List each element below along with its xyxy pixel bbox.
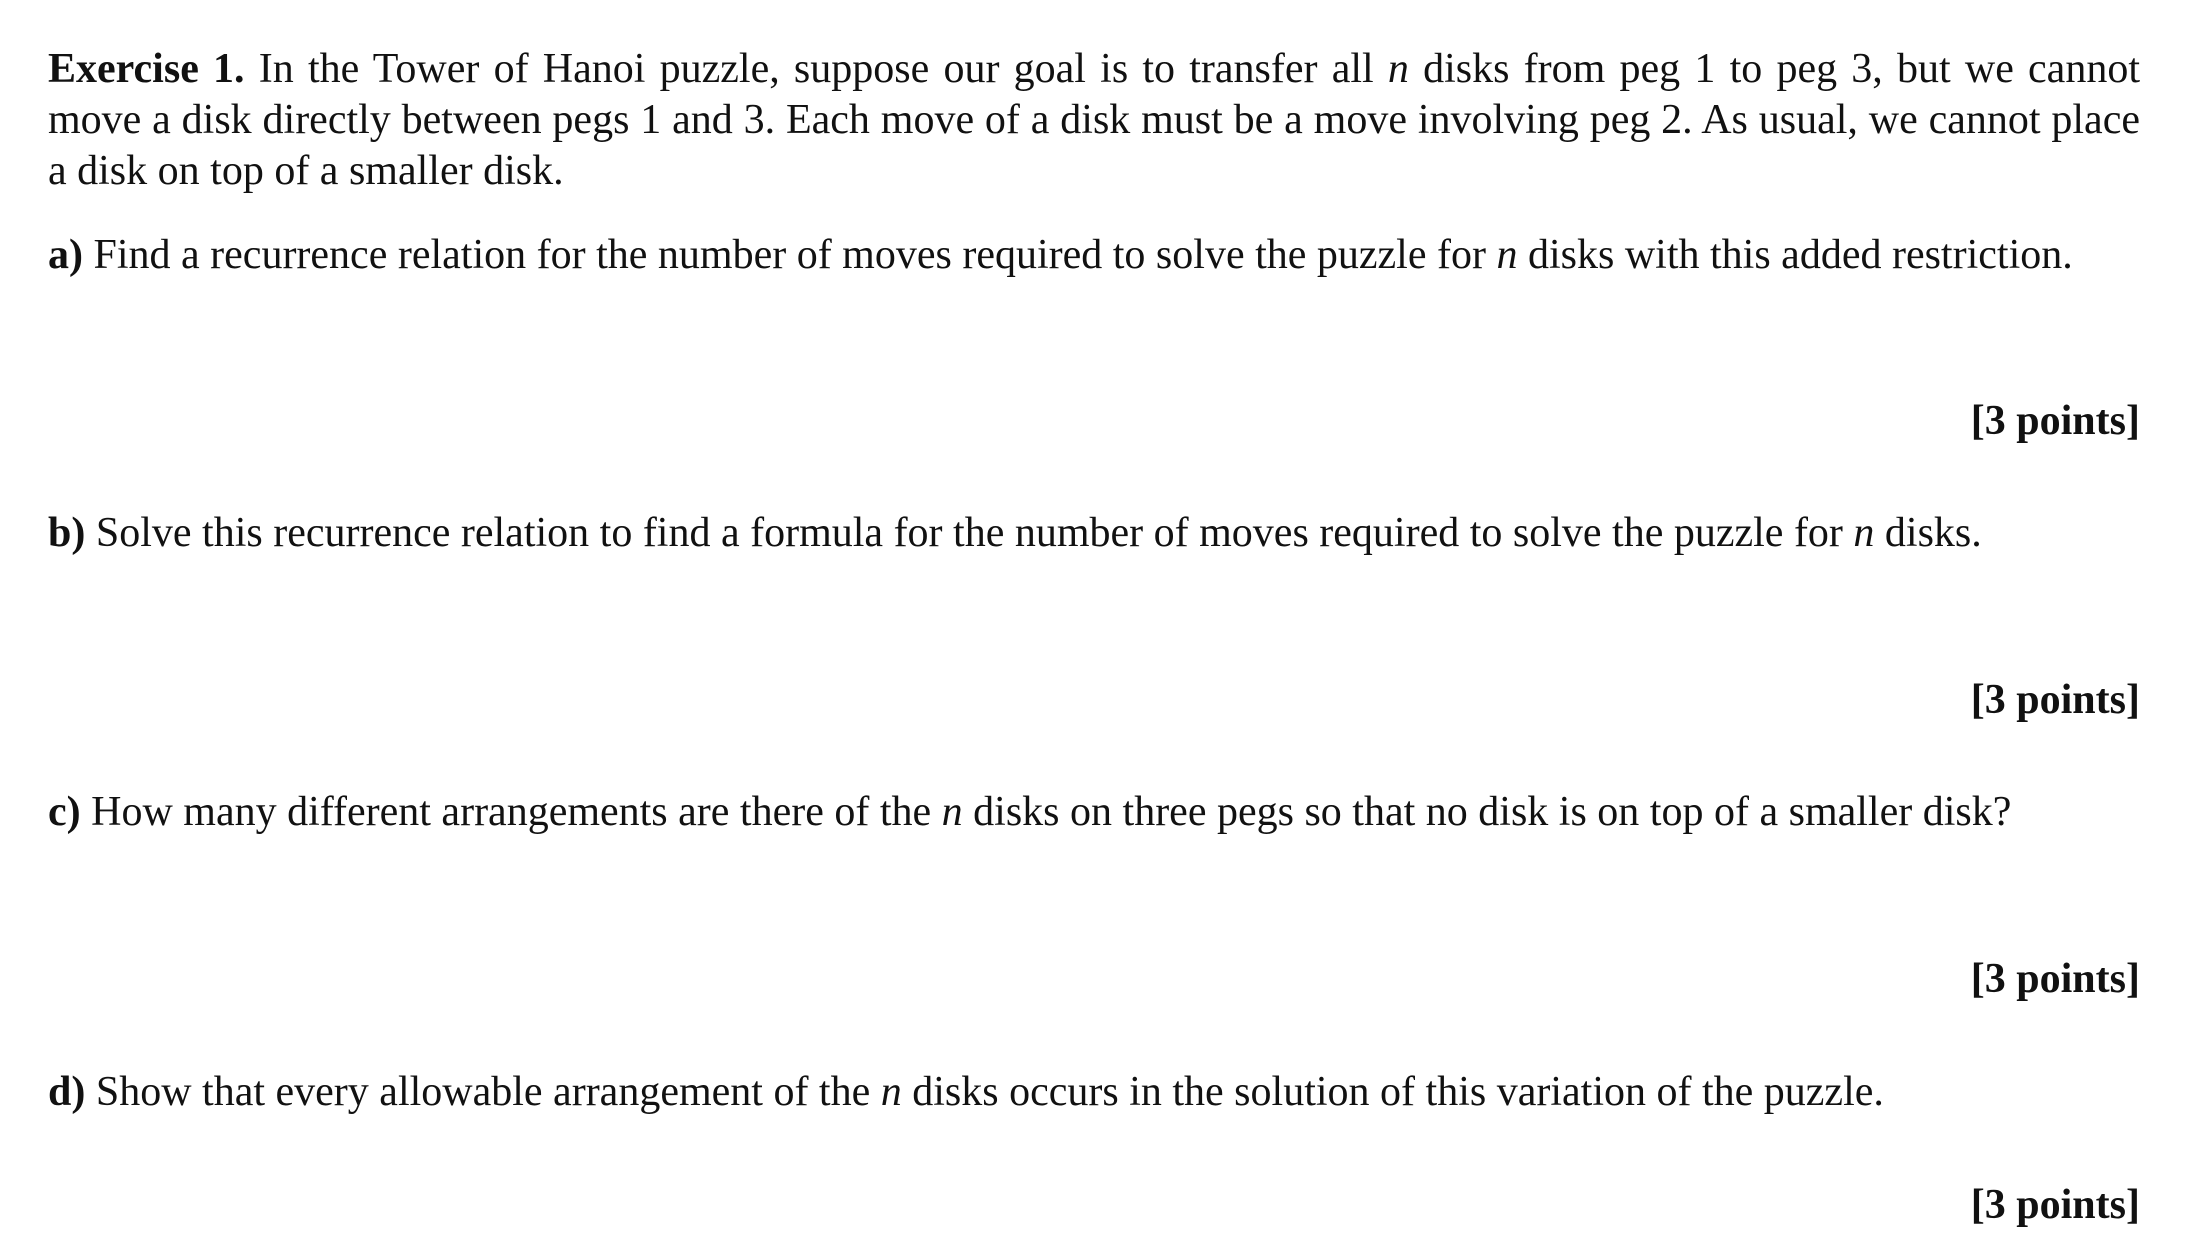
question-d-label: d) xyxy=(48,1069,86,1115)
question-a-points: [3 points] xyxy=(1970,398,2140,444)
exercise-label: Exercise 1. xyxy=(48,46,245,92)
intro-text-2: disks from peg 1 to peg 3, but we cannot move a disk directly between pegs 1 and 3. Each move of a disk must be a move involving peg 2. As usual, we cannot place a disk on top of a smaller disk. xyxy=(48,46,2140,194)
question-b-points: [3 points] xyxy=(1970,677,2140,723)
question-b xyxy=(48,508,2140,559)
exercise-intro xyxy=(48,44,2140,197)
question-d-text-1: Show that every allowable arrangement of the xyxy=(85,1069,881,1115)
variable-n: n xyxy=(1853,510,1875,556)
question-c-label: c) xyxy=(48,789,81,835)
question-a xyxy=(48,230,2140,281)
question-c xyxy=(48,787,2140,838)
question-c-text-1: How many different arrangements are there of the xyxy=(80,789,942,835)
variable-n: n xyxy=(880,1069,902,1115)
variable-n: n xyxy=(1496,232,1518,278)
question-a-text-1: Find a recurrence relation for the number of moves required to solve the puzzle for xyxy=(83,232,1497,278)
question-b-text-2: disks. xyxy=(1874,510,1982,556)
question-b-text-1: Solve this recurrence relation to find a formula for the number of moves required to solve the puzzle for xyxy=(85,510,1854,556)
question-d-points: [3 points] xyxy=(1970,1182,2140,1228)
question-d-text-2: disks occurs in the solution of this variation of the puzzle. xyxy=(901,1069,1884,1115)
question-a-label: a) xyxy=(48,232,83,278)
intro-text-1: In the Tower of Hanoi puzzle, suppose our goal is to transfer all xyxy=(244,46,1388,92)
question-d xyxy=(48,1067,2140,1118)
variable-n: n xyxy=(1387,46,1409,92)
question-c-text-2: disks on three pegs so that no disk is on top of a smaller disk? xyxy=(962,789,2012,835)
question-a-text-2: disks with this added restriction. xyxy=(1517,232,2073,278)
question-b-label: b) xyxy=(48,510,86,556)
question-c-points: [3 points] xyxy=(1970,956,2140,1002)
variable-n: n xyxy=(941,789,963,835)
